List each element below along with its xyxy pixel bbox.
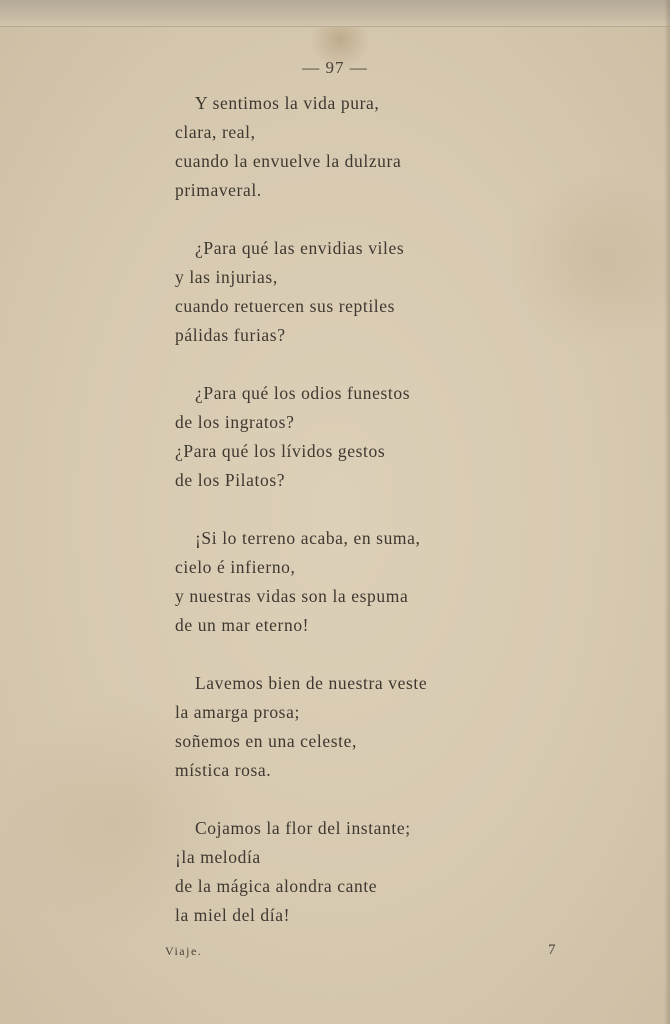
poem-line: la amarga prosa; (175, 702, 300, 722)
stanza (175, 669, 505, 785)
page-number: — 97 — (302, 58, 368, 77)
poem-line: Lavemos bien de nuestra veste (195, 673, 428, 693)
poem-line: cuando la envuelve la dulzura (175, 151, 402, 171)
poem-line: ¿Para qué los lívidos gestos (175, 441, 386, 461)
sheet-number: 7 (548, 942, 556, 958)
poem-line: ¿Para qué las envidias viles (195, 238, 405, 258)
poem-line: mística rosa. (175, 760, 272, 780)
page-right-edge (664, 0, 670, 1024)
poem-line: Y sentimos la vida pura, (195, 93, 380, 113)
stanza (175, 89, 505, 205)
poem-line: de la mágica alondra cante (175, 876, 378, 896)
page-top-edge (0, 0, 670, 27)
stanza (175, 524, 505, 640)
poem-line: pálidas furias? (175, 325, 286, 345)
poem-line: y nuestras vidas son la espuma (175, 586, 409, 606)
poem-line: ¡Si lo terreno acaba, en suma, (195, 528, 421, 548)
poem-line: clara, real, (175, 122, 256, 142)
poem-line: la miel del día! (175, 905, 291, 925)
poem-line: cuando retuercen sus reptiles (175, 296, 396, 316)
poem-line: soñemos en una celeste, (175, 731, 357, 751)
poem-line: cielo é infierno, (175, 557, 296, 577)
poem-line: Cojamos la flor del instante; (195, 818, 411, 838)
poem (175, 89, 505, 959)
poem-line: de los ingratos? (175, 412, 295, 432)
poem-line: de los Pilatos? (175, 470, 286, 490)
poem-line: primaveral. (175, 180, 262, 200)
stanza (175, 234, 505, 350)
poem-line: ¡la melodía (175, 847, 261, 867)
poem-line: de un mar eterno! (175, 615, 310, 635)
stanza (175, 379, 505, 495)
poem-line: ¿Para qué los odios funestos (195, 383, 411, 403)
signature-mark: Viaje. (165, 944, 203, 958)
poem-line: y las injurias, (175, 267, 278, 287)
stanza (175, 814, 505, 930)
